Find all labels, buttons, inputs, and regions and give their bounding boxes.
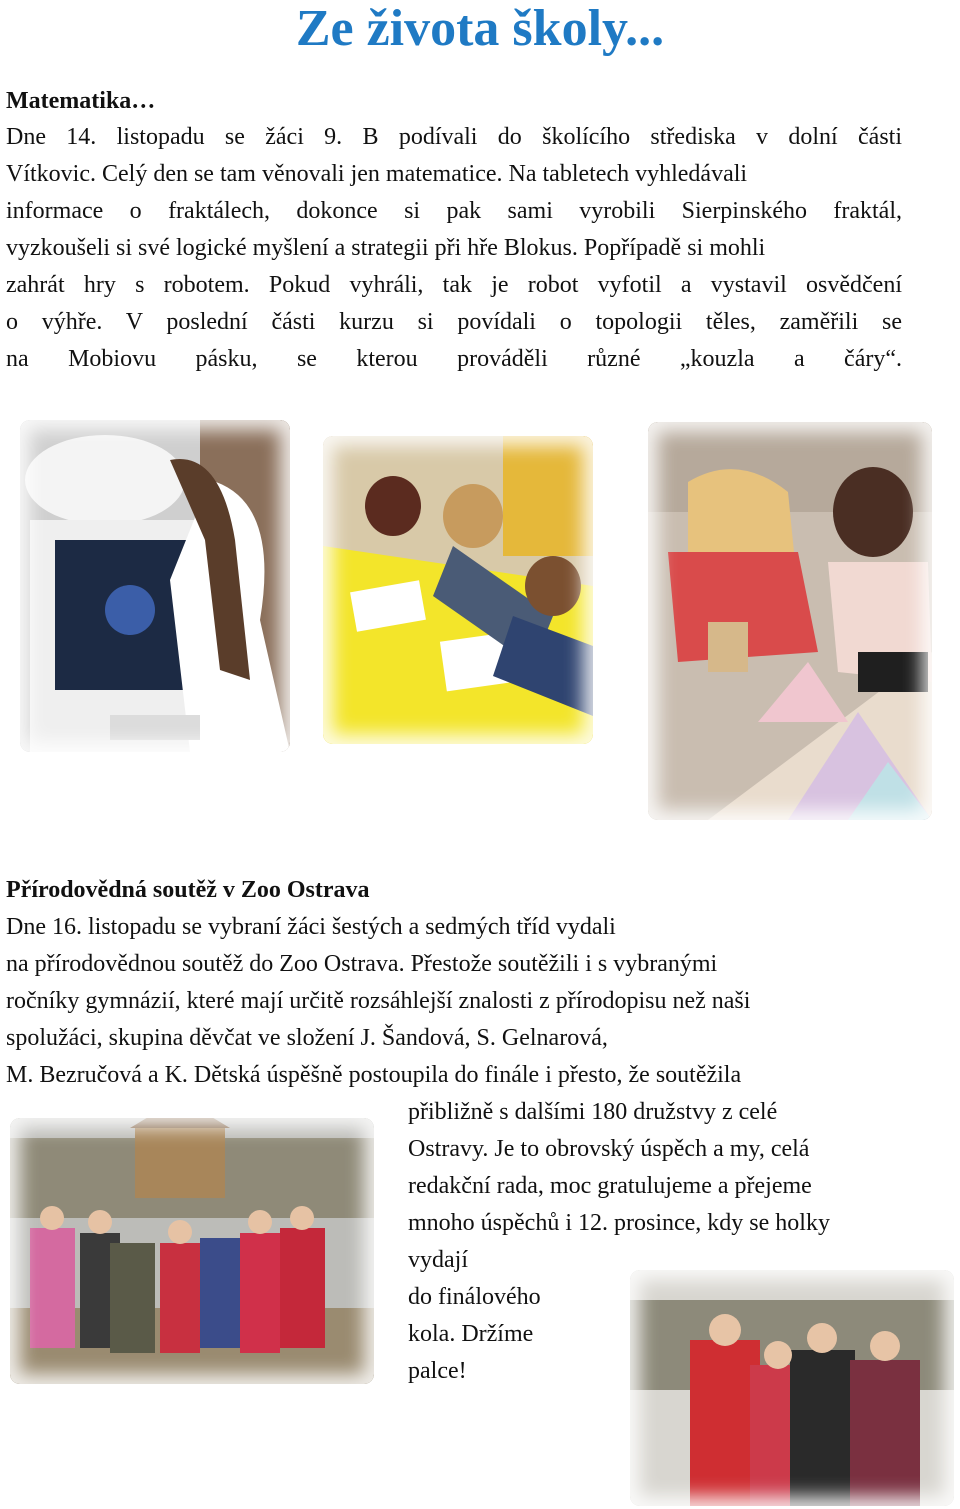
paragraph-line: palce! [408, 1358, 467, 1384]
paragraph-line: kola. Držíme [408, 1321, 534, 1347]
photo-sierpinski [648, 422, 932, 820]
paragraph-line: M. Bezručová a K. Dětská úspěšně postoupila do finále i přesto, že soutěžila [6, 1062, 742, 1088]
paragraph-line: na přírodovědnou soutěž do Zoo Ostrava. Přestože soutěžili i s vybranými [6, 951, 718, 977]
paragraph-line: informace o fraktálech, dokonce si pak sami vyrobili Sierpinského fraktál, [6, 198, 902, 224]
photo-zoo-group [10, 1118, 374, 1384]
photo-robot [20, 420, 290, 752]
photo-tablets [323, 436, 593, 744]
paragraph-line: Ostravy. Je to obrovský úspěch a my, celá [408, 1136, 810, 1162]
paragraph-line: Vítkovic. Celý den se tam věnovali jen matematice. Na tabletech vyhledávali [6, 161, 748, 187]
paragraph-line: zahrát hry s robotem. Pokud vyhráli, tak je robot vyfotil a vystavil osvědčení [6, 272, 902, 298]
section-heading-math: Matematika… [6, 88, 156, 114]
paragraph-line: Dne 14. listopadu se žáci 9. B podívali do školícího střediska v dolní části [6, 124, 902, 150]
paragraph-line: ročníky gymnázií, které mají určitě rozsáhlejší znalosti z přírodopisu než naši [6, 988, 751, 1014]
section-heading-zoo: Přírodovědná soutěž v Zoo Ostrava [6, 877, 370, 903]
photo-zoo-finalists [630, 1270, 954, 1506]
paragraph-line: vyzkoušeli si své logické myšlení a strategii při hře Blokus. Popřípadě si mohli [6, 235, 766, 261]
paragraph-line: Dne 16. listopadu se vybraní žáci šestých a sedmých tříd vydali [6, 914, 616, 940]
paragraph-line: spolužáci, skupina děvčat ve složení J. Šandová, S. Gelnarová, [6, 1025, 608, 1051]
paragraph-line: o výhře. V poslední části kurzu si povídali o topologii těles, zaměřili se [6, 309, 902, 335]
paragraph-line: do finálového [408, 1284, 541, 1310]
paragraph-line: mnoho úspěchů i 12. prosince, kdy se holky [408, 1210, 830, 1236]
page-title: Ze života školy... [295, 0, 665, 57]
paragraph-line: vydají [408, 1247, 468, 1273]
paragraph-line: přibližně s dalšími 180 družstvy z celé [408, 1099, 778, 1125]
paragraph-line: redakční rada, moc gratulujeme a přejeme [408, 1173, 812, 1199]
paragraph-line: na Mobiovu pásku, se kterou prováděli různé „kouzla a čáry“. [6, 346, 902, 372]
